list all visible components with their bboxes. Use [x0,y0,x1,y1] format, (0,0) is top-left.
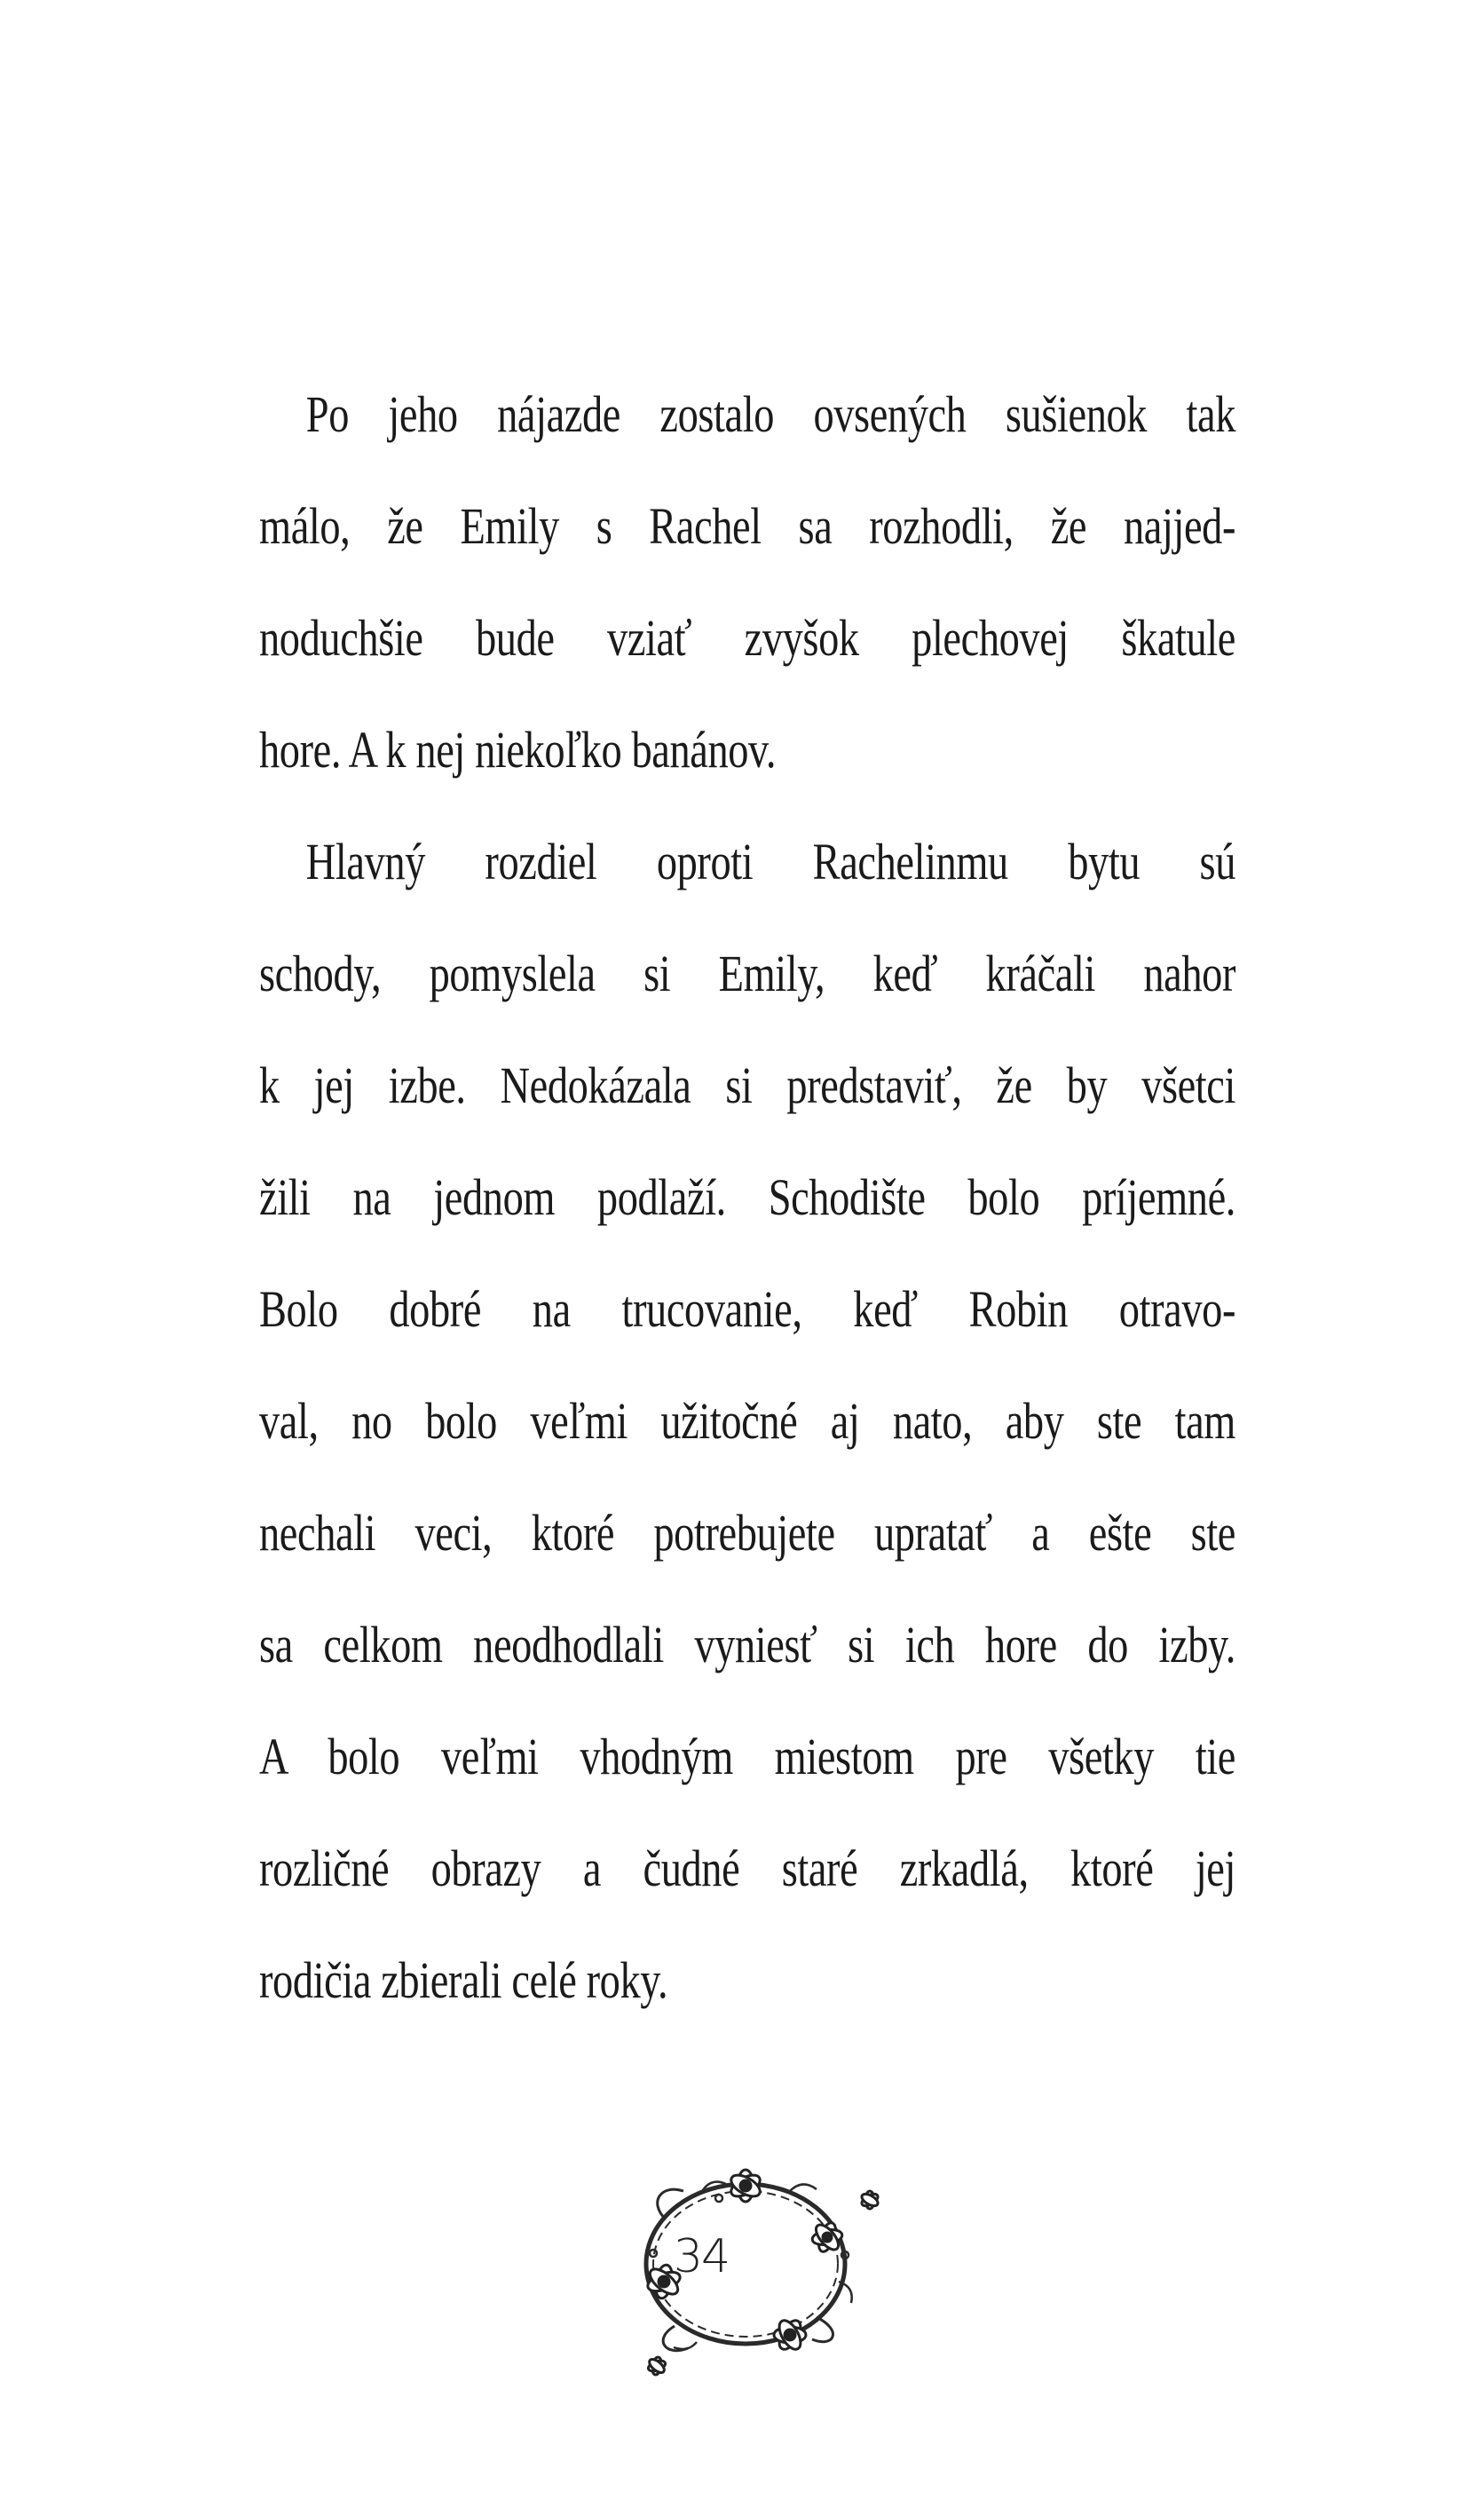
page-number-ornament [612,2148,896,2379]
text-line: Hlavný rozdiel oproti Rachelinmu bytu sú [305,833,1235,890]
text-line: nechali veci, ktoré potrebujete upratať a ešte ste [259,1504,1235,1562]
text-line: rodičia zbierali celé roky. [259,1951,668,2009]
text-line: k jej izbe. Nedokázala si predstaviť, že by všetci [259,1056,1235,1114]
text-line: hore. A k nej niekoľko banánov. [259,721,777,779]
text-line: sa celkom neodhodlali vyniesť si ich hore do izby. [259,1616,1235,1673]
text-line: Po jeho nájazde zostalo ovsených sušienok tak [305,385,1235,443]
text-line: A bolo veľmi vhodným miestom pre všetky tie [259,1728,1235,1785]
text-line: Bolo dobré na trucovanie, keď Robin otravo- [259,1280,1235,1338]
text-line: žili na jednom podlaží. Schodište bolo príjemné. [259,1168,1235,1226]
text-line: noduchšie bude vziať zvyšok plechovej škatule [259,609,1235,667]
body-text [259,375,1235,2053]
page-number: 34 [673,2230,730,2283]
text-line: val, no bolo veľmi užitočné aj nato, aby ste tam [259,1392,1235,1450]
text-line: rozličné obrazy a čudné staré zrkadlá, ktoré jej [259,1840,1235,1897]
text-line: schody, pomyslela si Emily, keď kráčali nahor [259,945,1235,1002]
text-line: málo, že Emily s Rachel sa rozhodli, že najjed- [259,497,1235,555]
